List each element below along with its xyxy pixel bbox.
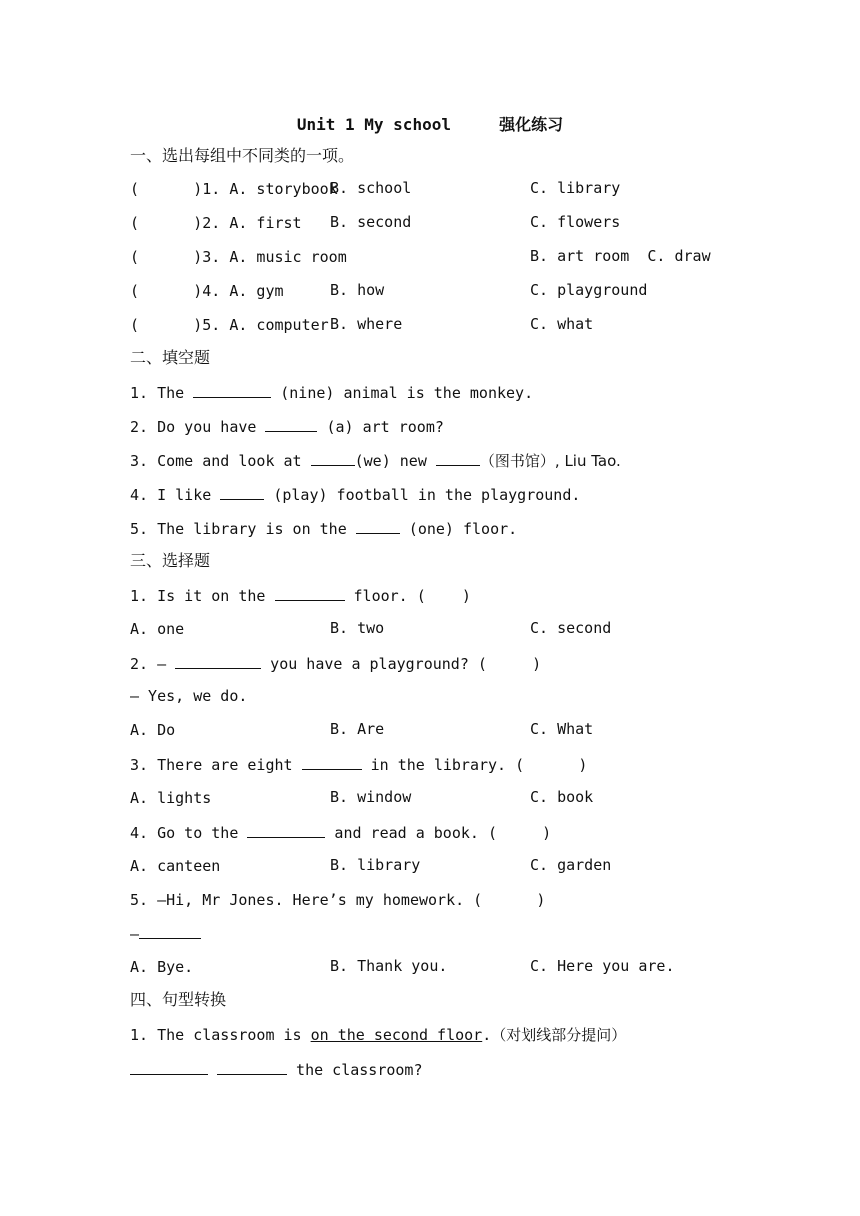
s1-item-2: ( )2. A. first — [130, 214, 302, 232]
s3-q1-opt-b: B. two — [330, 619, 385, 637]
s1-item-1-b: B. school — [330, 179, 412, 197]
s3-q3-opt-a: A. lights — [130, 789, 212, 807]
page-title: Unit 1 My school 强化练习 — [296, 115, 564, 134]
answer-blank[interactable] — [275, 585, 345, 601]
s1-item-4-c: C. playground — [530, 281, 648, 299]
s3-q4-opt-c: C. garden — [530, 856, 612, 874]
answer-blank[interactable] — [193, 382, 271, 398]
s3-q1-opt-a: A. one — [130, 620, 185, 638]
s3-q4-opt-a: A. canteen — [130, 857, 221, 875]
s4-q1-answer: the classroom? — [130, 1059, 423, 1079]
s3-q3: 3. There are eight in the library. ( ) — [130, 756, 588, 774]
s3-q5-opt-b: B. Thank you. — [330, 957, 448, 975]
s3-q3-opt-c: C. book — [530, 788, 594, 806]
answer-blank[interactable] — [302, 754, 362, 770]
s3-q3-opt-b: B. window — [330, 788, 412, 806]
s3-q2-opt-c: C. What — [530, 720, 594, 738]
s1-item-3: ( )3. A. music room — [130, 248, 347, 266]
s2-q3: 3. Come and look at (we) new （图书馆）, Liu Tao. — [130, 452, 621, 470]
s4-q1: 1. The classroom is on the second floor.（对划线部分提问） — [130, 1026, 627, 1044]
s3-q5-opt-a: A. Bye. — [130, 958, 194, 976]
s1-item-1: ( )1. A. storybook — [130, 180, 338, 198]
s3-q2: 2. — you have a playground? ( ) — [130, 655, 542, 673]
underlined-phrase: on the second floor — [310, 1026, 483, 1044]
s3-q5-reply: — — [130, 923, 201, 943]
section-3-heading: 三、选择题 — [130, 551, 211, 570]
answer-blank[interactable] — [247, 822, 325, 838]
section-1-heading: 一、选出每组中不同类的一项。 — [130, 146, 355, 165]
s1-item-4-b: B. how — [330, 281, 385, 299]
s3-q1-opt-c: C. second — [530, 619, 612, 637]
answer-blank[interactable] — [265, 416, 317, 432]
s3-q1: 1. Is it on the floor. ( ) — [130, 587, 471, 605]
answer-blank[interactable] — [175, 653, 261, 669]
answer-blank[interactable] — [311, 450, 355, 466]
s3-q2-opt-b: B. Are — [330, 720, 385, 738]
section-2-heading: 二、填空题 — [130, 348, 211, 367]
s1-item-5: ( )5. A. computer — [130, 316, 329, 334]
s3-q5: 5. —Hi, Mr Jones. Here’s my homework. ( ) — [130, 891, 546, 909]
answer-blank[interactable] — [436, 450, 480, 466]
s1-item-2-c: C. flowers — [530, 213, 621, 231]
answer-blank[interactable] — [220, 484, 264, 500]
s3-q2-reply: — Yes, we do. — [130, 687, 248, 705]
s1-item-2-b: B. second — [330, 213, 412, 231]
s3-q4: 4. Go to the and read a book. ( ) — [130, 824, 552, 842]
s3-q4-opt-b: B. library — [330, 856, 421, 874]
s2-q1: 1. The (nine) animal is the monkey. — [130, 384, 534, 402]
s2-q2: 2. Do you have (a) art room? — [130, 418, 444, 436]
s2-q5: 5. The library is on the (one) floor. — [130, 520, 518, 538]
s3-q2-opt-a: A. Do — [130, 721, 176, 739]
s1-item-1-c: C. library — [530, 179, 621, 197]
s1-item-5-b: B. where — [330, 315, 403, 333]
s2-q4: 4. I like (play) football in the playground. — [130, 486, 581, 504]
answer-blank[interactable] — [130, 1059, 208, 1075]
s3-q5-opt-c: C. Here you are. — [530, 957, 675, 975]
answer-blank[interactable] — [356, 518, 400, 534]
answer-blank[interactable] — [139, 923, 201, 939]
s1-item-4: ( )4. A. gym — [130, 282, 284, 300]
s1-item-5-c: C. what — [530, 315, 594, 333]
answer-blank[interactable] — [217, 1059, 287, 1075]
section-4-heading: 四、句型转换 — [130, 990, 227, 1009]
s1-item-3-c: B. art room C. draw — [530, 247, 711, 265]
